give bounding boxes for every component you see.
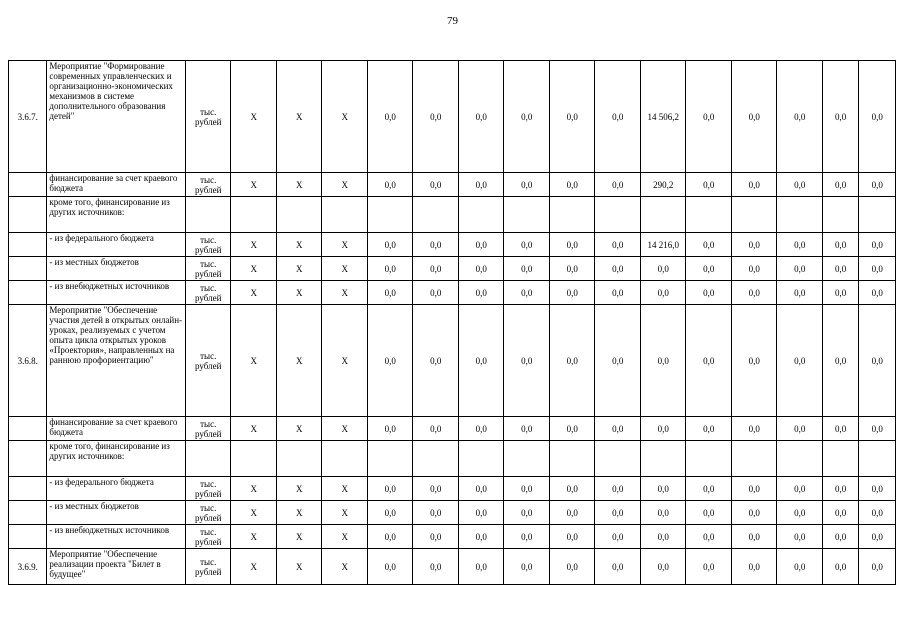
row-value [413, 197, 459, 233]
row-value: 0,0 [413, 417, 459, 441]
row-name: кроме того, финансирование из других источников: [47, 197, 186, 233]
row-value: 0,0 [777, 477, 823, 501]
row-value: 0,0 [686, 549, 732, 585]
row-name: - из федерального бюджета [47, 477, 186, 501]
row-code: 3.6.9. [9, 549, 47, 585]
row-value: 0,0 [822, 61, 858, 173]
row-value: 0,0 [595, 549, 641, 585]
row-value: 0,0 [367, 549, 413, 585]
row-value: 0,0 [731, 305, 777, 417]
row-name: Мероприятие "Формирование современных управленческих и организационно-экономических механизмов в системе дополнительного образования детей" [47, 61, 186, 173]
row-value: 0,0 [504, 501, 550, 525]
row-value [686, 441, 732, 477]
row-value: Х [322, 257, 368, 281]
row-value [595, 197, 641, 233]
row-value: Х [276, 257, 322, 281]
row-value: 0,0 [458, 61, 504, 173]
row-value: Х [276, 281, 322, 305]
row-value: Х [231, 281, 277, 305]
row-value: 0,0 [640, 549, 686, 585]
row-unit [185, 197, 231, 233]
row-value: Х [276, 525, 322, 549]
row-value: 0,0 [504, 525, 550, 549]
row-value: 0,0 [686, 477, 732, 501]
row-unit: тыс. рублей [185, 525, 231, 549]
row-value: 0,0 [777, 525, 823, 549]
row-value: 0,0 [640, 257, 686, 281]
row-value [777, 441, 823, 477]
row-value: 0,0 [822, 477, 858, 501]
row-value: 0,0 [822, 257, 858, 281]
row-value: 0,0 [640, 281, 686, 305]
row-value: Х [276, 173, 322, 197]
row-value: 0,0 [413, 501, 459, 525]
row-value: 0,0 [458, 549, 504, 585]
table-row [9, 441, 896, 477]
row-value: 0,0 [777, 173, 823, 197]
row-value [276, 197, 322, 233]
row-value: Х [322, 549, 368, 585]
row-value [322, 197, 368, 233]
row-value: 0,0 [595, 233, 641, 257]
row-value [231, 441, 277, 477]
row-name: Мероприятие "Обеспечение участия детей в открытых онлайн-уроках, реализуемых с учетом опыта цикла открытых уроков «Проектория», направленных на раннюю профориентацию" [47, 305, 186, 417]
row-value: Х [231, 61, 277, 173]
row-value: Х [231, 525, 277, 549]
row-unit: тыс. рублей [185, 233, 231, 257]
row-value: 0,0 [731, 61, 777, 173]
row-value [640, 197, 686, 233]
row-value: Х [276, 417, 322, 441]
row-value: 0,0 [822, 173, 858, 197]
row-value: 0,0 [731, 281, 777, 305]
row-value: 0,0 [686, 281, 732, 305]
row-value: Х [276, 477, 322, 501]
row-code [9, 477, 47, 501]
row-value: 0,0 [504, 257, 550, 281]
row-value [731, 197, 777, 233]
row-unit: тыс. рублей [185, 305, 231, 417]
table-row [9, 173, 896, 197]
row-value: 0,0 [822, 525, 858, 549]
row-value: 0,0 [731, 525, 777, 549]
row-value [458, 441, 504, 477]
row-value: 0,0 [595, 417, 641, 441]
row-value [640, 441, 686, 477]
row-value: 0,0 [549, 61, 595, 173]
row-value: 0,0 [640, 305, 686, 417]
row-value: 0,0 [777, 501, 823, 525]
row-unit: тыс. рублей [185, 173, 231, 197]
row-value [686, 197, 732, 233]
row-code: 3.6.8. [9, 305, 47, 417]
table-row [9, 501, 896, 525]
row-value: 0,0 [504, 173, 550, 197]
row-code [9, 281, 47, 305]
row-value: 0,0 [777, 61, 823, 173]
row-value: 0,0 [549, 417, 595, 441]
row-value: Х [322, 173, 368, 197]
row-value: 0,0 [367, 477, 413, 501]
page-number: 79 [447, 15, 458, 27]
row-value: 0,0 [504, 417, 550, 441]
row-value: 0,0 [458, 477, 504, 501]
row-value: Х [276, 61, 322, 173]
row-value: 0,0 [549, 305, 595, 417]
budget-table [8, 60, 896, 585]
row-value [367, 441, 413, 477]
row-value: Х [231, 173, 277, 197]
row-value: 0,0 [859, 257, 896, 281]
row-value: Х [322, 501, 368, 525]
row-value: 0,0 [595, 525, 641, 549]
table-row [9, 525, 896, 549]
row-value: Х [322, 417, 368, 441]
row-name: финансирование за счет краевого бюджета [47, 173, 186, 197]
row-value: 0,0 [731, 173, 777, 197]
row-value: Х [322, 477, 368, 501]
row-value: Х [322, 281, 368, 305]
row-name: - из федерального бюджета [47, 233, 186, 257]
row-value: 0,0 [504, 281, 550, 305]
row-value: 0,0 [686, 233, 732, 257]
row-value: 0,0 [549, 525, 595, 549]
row-value [322, 441, 368, 477]
row-value: 0,0 [822, 281, 858, 305]
row-value: 0,0 [549, 549, 595, 585]
row-value [777, 197, 823, 233]
row-value: 0,0 [504, 233, 550, 257]
row-value: 0,0 [367, 305, 413, 417]
row-unit: тыс. рублей [185, 257, 231, 281]
row-value: Х [276, 549, 322, 585]
row-name: - из внебюджетных источников [47, 281, 186, 305]
row-value: 0,0 [413, 305, 459, 417]
row-value: 0,0 [413, 61, 459, 173]
row-value [367, 197, 413, 233]
row-value: 0,0 [686, 305, 732, 417]
row-value: 0,0 [777, 281, 823, 305]
row-value [231, 197, 277, 233]
row-value: 0,0 [777, 233, 823, 257]
row-value: 0,0 [822, 501, 858, 525]
row-value: Х [231, 257, 277, 281]
row-value: 0,0 [731, 477, 777, 501]
row-value: 0,0 [413, 257, 459, 281]
row-value: 0,0 [595, 477, 641, 501]
row-value: 0,0 [777, 417, 823, 441]
row-value: 0,0 [686, 61, 732, 173]
row-value: 0,0 [822, 417, 858, 441]
row-name: - из местных бюджетов [47, 257, 186, 281]
row-value: 0,0 [731, 257, 777, 281]
row-name: - из внебюджетных источников [47, 525, 186, 549]
row-value: 0,0 [413, 173, 459, 197]
row-name: - из местных бюджетов [47, 501, 186, 525]
row-value: 0,0 [595, 305, 641, 417]
row-value: Х [231, 477, 277, 501]
row-value: 0,0 [686, 257, 732, 281]
row-value: 0,0 [458, 417, 504, 441]
row-value: 0,0 [458, 233, 504, 257]
row-value: 0,0 [549, 501, 595, 525]
row-name: кроме того, финансирование из других источников: [47, 441, 186, 477]
row-value: 0,0 [413, 549, 459, 585]
row-unit: тыс. рублей [185, 417, 231, 441]
row-value: 0,0 [859, 173, 896, 197]
row-value: 0,0 [595, 281, 641, 305]
row-value: 0,0 [367, 417, 413, 441]
table-row [9, 281, 896, 305]
row-code [9, 441, 47, 477]
row-code [9, 197, 47, 233]
row-value: 0,0 [777, 549, 823, 585]
row-value [458, 197, 504, 233]
row-value: 0,0 [413, 525, 459, 549]
row-value: 0,0 [413, 233, 459, 257]
row-value: Х [322, 525, 368, 549]
row-value: 0,0 [859, 477, 896, 501]
row-unit: тыс. рублей [185, 477, 231, 501]
row-value: 0,0 [731, 501, 777, 525]
row-value: 0,0 [640, 525, 686, 549]
row-value: 0,0 [549, 281, 595, 305]
row-value: 0,0 [549, 257, 595, 281]
row-value: Х [276, 305, 322, 417]
row-value: 0,0 [458, 501, 504, 525]
row-code [9, 501, 47, 525]
row-value: 0,0 [367, 501, 413, 525]
row-value: 0,0 [458, 281, 504, 305]
row-value: 0,0 [859, 233, 896, 257]
row-value: 0,0 [686, 173, 732, 197]
row-code [9, 257, 47, 281]
row-value: 0,0 [504, 549, 550, 585]
row-value: 0,0 [413, 477, 459, 501]
row-value [549, 197, 595, 233]
row-value: 0,0 [504, 477, 550, 501]
row-value: Х [231, 305, 277, 417]
row-value: 0,0 [859, 501, 896, 525]
row-value: 0,0 [367, 525, 413, 549]
row-unit: тыс. рублей [185, 281, 231, 305]
row-value: 0,0 [640, 417, 686, 441]
row-value: Х [276, 233, 322, 257]
row-value: 0,0 [731, 233, 777, 257]
row-value: 0,0 [367, 173, 413, 197]
row-value: Х [231, 549, 277, 585]
row-value [822, 197, 858, 233]
row-value: 0,0 [458, 525, 504, 549]
row-unit: тыс. рублей [185, 501, 231, 525]
table-row [9, 417, 896, 441]
row-value: 0,0 [458, 173, 504, 197]
table-row [9, 233, 896, 257]
row-code [9, 173, 47, 197]
row-value: 0,0 [686, 501, 732, 525]
row-value: 0,0 [549, 173, 595, 197]
row-value: 0,0 [731, 417, 777, 441]
table-row [9, 197, 896, 233]
row-value: 0,0 [859, 549, 896, 585]
row-value: 0,0 [504, 305, 550, 417]
row-value: 0,0 [777, 305, 823, 417]
row-code [9, 525, 47, 549]
row-value: 0,0 [686, 525, 732, 549]
row-value: 0,0 [413, 281, 459, 305]
row-code: 3.6.7. [9, 61, 47, 173]
row-value: 0,0 [549, 233, 595, 257]
row-value: 0,0 [731, 549, 777, 585]
row-value: 0,0 [822, 549, 858, 585]
table-row [9, 305, 896, 417]
row-value: 0,0 [859, 525, 896, 549]
row-value: 0,0 [367, 233, 413, 257]
row-value: Х [231, 417, 277, 441]
row-code [9, 417, 47, 441]
row-value: 0,0 [367, 257, 413, 281]
row-value: 0,0 [640, 501, 686, 525]
row-value [504, 197, 550, 233]
row-value: 0,0 [859, 417, 896, 441]
row-unit: тыс. рублей [185, 549, 231, 585]
row-value [504, 441, 550, 477]
table-row [9, 549, 896, 585]
row-value [859, 441, 896, 477]
row-value: 0,0 [595, 61, 641, 173]
row-value: 0,0 [595, 501, 641, 525]
row-value [549, 441, 595, 477]
row-value [731, 441, 777, 477]
row-value: 0,0 [859, 61, 896, 173]
row-value: 0,0 [595, 257, 641, 281]
row-value: 0,0 [595, 173, 641, 197]
row-value: 0,0 [367, 281, 413, 305]
row-value: 0,0 [686, 417, 732, 441]
table-row [9, 477, 896, 501]
row-value: 290,2 [640, 173, 686, 197]
row-value [822, 441, 858, 477]
row-value: 14 216,0 [640, 233, 686, 257]
row-value [413, 441, 459, 477]
row-value: Х [231, 233, 277, 257]
row-value: Х [322, 233, 368, 257]
row-name: финансирование за счет краевого бюджета [47, 417, 186, 441]
row-value: 0,0 [458, 257, 504, 281]
row-value: Х [231, 501, 277, 525]
row-value: 0,0 [822, 233, 858, 257]
row-value: 0,0 [859, 305, 896, 417]
row-value: 0,0 [504, 61, 550, 173]
row-value: 0,0 [777, 257, 823, 281]
row-value: 0,0 [458, 305, 504, 417]
row-value: 0,0 [640, 477, 686, 501]
row-value [859, 197, 896, 233]
table-row [9, 61, 896, 173]
row-value: Х [322, 61, 368, 173]
row-code [9, 233, 47, 257]
row-value [595, 441, 641, 477]
row-value: 0,0 [549, 477, 595, 501]
row-value: 0,0 [859, 281, 896, 305]
row-value: 0,0 [822, 305, 858, 417]
row-value: Х [276, 501, 322, 525]
row-unit: тыс. рублей [185, 61, 231, 173]
row-value [276, 441, 322, 477]
row-value: 0,0 [367, 61, 413, 173]
row-value: Х [322, 305, 368, 417]
row-name: Мероприятие "Обеспечение реализации проекта "Билет в будущее" [47, 549, 186, 585]
row-unit [185, 441, 231, 477]
table-row [9, 257, 896, 281]
row-value: 14 506,2 [640, 61, 686, 173]
